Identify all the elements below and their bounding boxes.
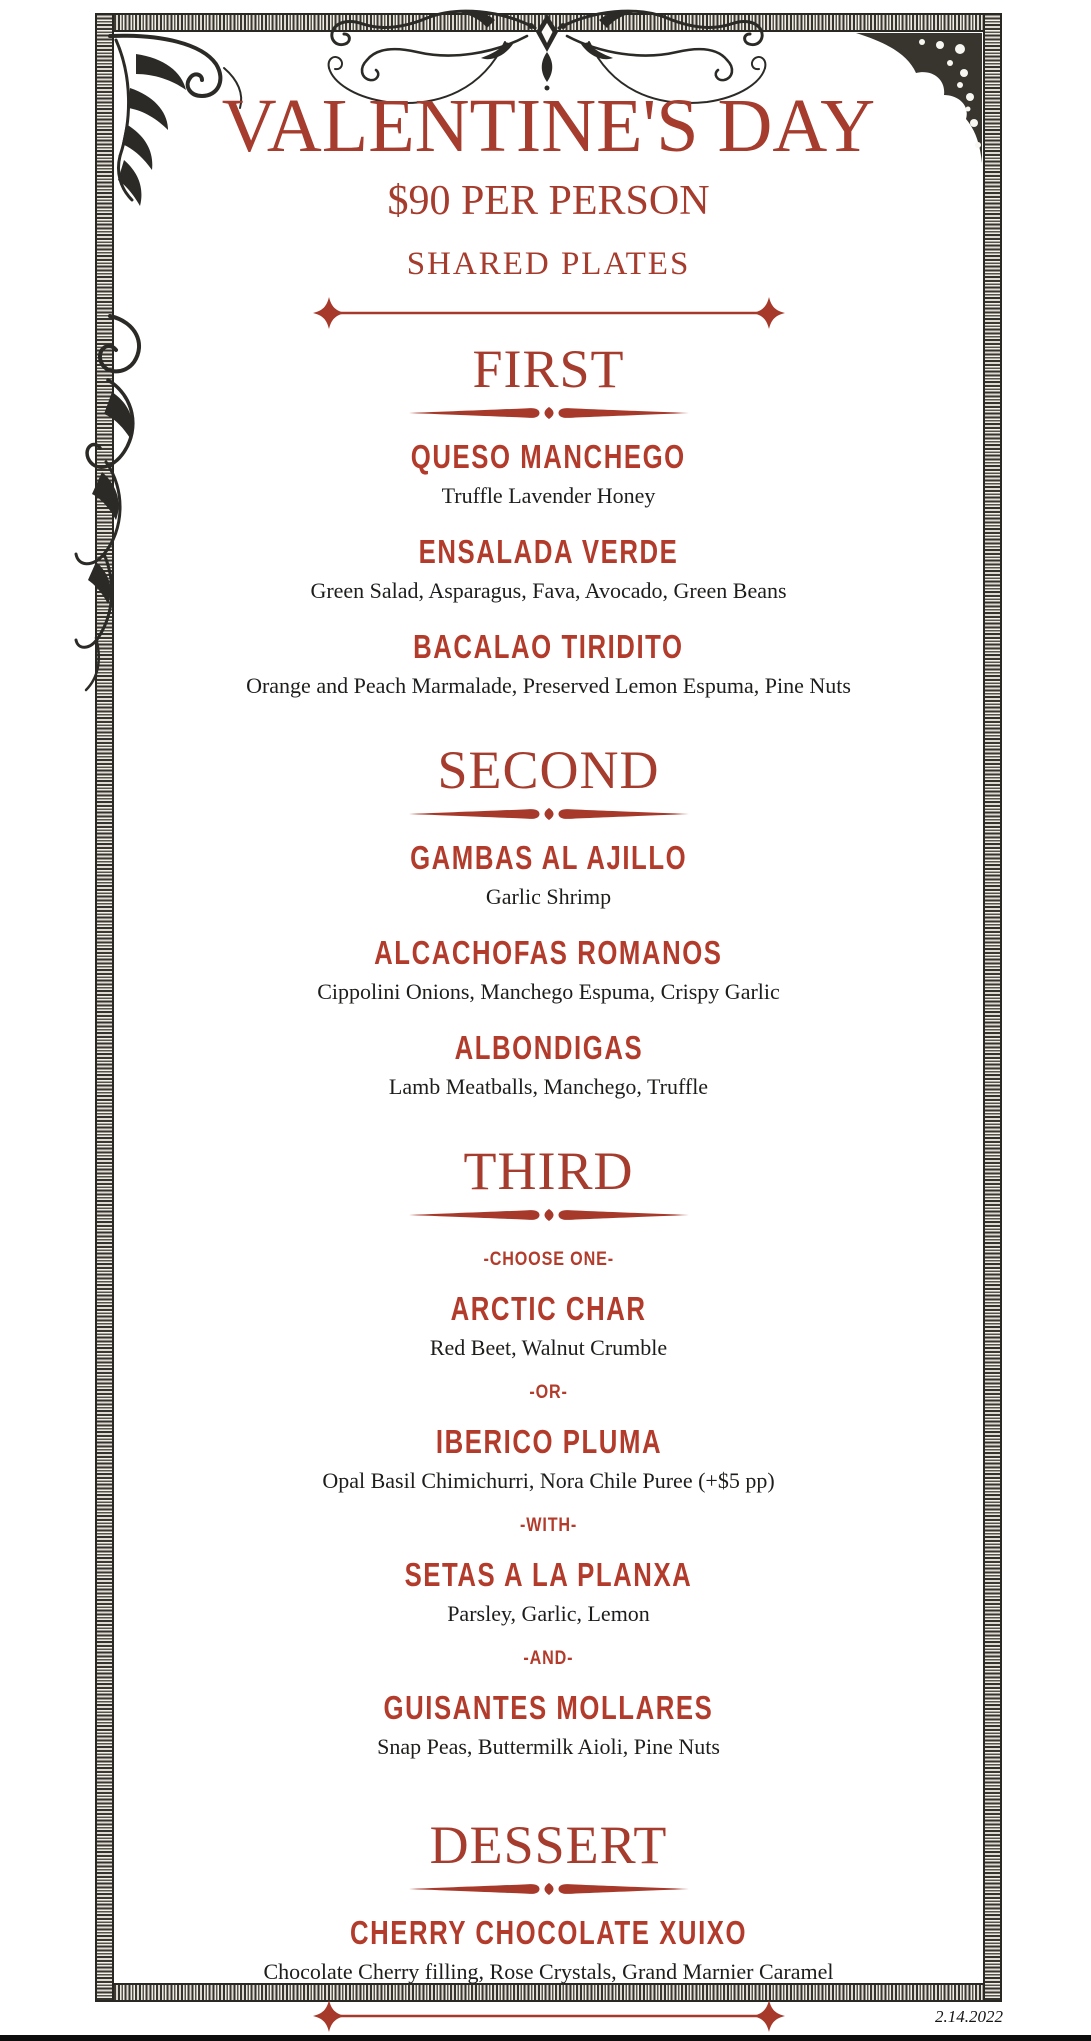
menu-section-first — [95, 339, 1002, 699]
spear-divider — [95, 805, 1002, 823]
dish-name-label: GAMBAS AL AJILLO — [409, 838, 688, 876]
section-heading: FIRST — [472, 339, 625, 399]
dish-name — [95, 627, 1002, 670]
dish-description: Opal Basil Chimichurri, Nora Chile Puree (+$5 pp) — [322, 1467, 775, 1493]
course-connector-label: -OR- — [529, 1381, 568, 1403]
dish-name — [95, 440, 1002, 480]
spear-divider — [95, 1206, 1002, 1224]
course-connector-label: -AND- — [523, 1647, 574, 1669]
dish-name-label: ALCACHOFAS ROMANOS — [374, 933, 723, 971]
section-heading: DESSERT — [429, 1814, 668, 1875]
menu-title: VALENTINE'S DAY — [221, 84, 876, 168]
dish-description: Cippolini Onions, Manchego Espuma, Crispy Garlic — [317, 978, 780, 1004]
section-heading: THIRD — [463, 1140, 634, 1201]
course-connector — [95, 1649, 1002, 1669]
dish-name-label: QUESO MANCHEGO — [411, 438, 686, 475]
dish-name-label: IBERICO PLUMA — [435, 1422, 662, 1460]
menu-price: $90 PER PERSON — [387, 178, 710, 224]
course-connector — [95, 1250, 1002, 1270]
menu-date: 2.14.2022 — [935, 2007, 1003, 2026]
menu-section-second — [95, 739, 1002, 1100]
dish-name — [95, 1028, 1002, 1071]
menu-subtitle: SHARED PLATES — [406, 246, 691, 282]
course-connector-label: -WITH- — [519, 1514, 578, 1536]
dish-name-label: ENSALADA VERDE — [418, 532, 679, 570]
dish-name-label: CHERRY CHOCOLATE XUIXO — [349, 1913, 748, 1951]
dish-description: Garlic Shrimp — [485, 883, 612, 909]
dish-name — [95, 1289, 1002, 1332]
dish-name — [95, 1688, 1002, 1731]
dish-description: Parsley, Garlic, Lemon — [447, 1600, 650, 1626]
dish-name — [95, 1422, 1002, 1465]
dish-name-label: ALBONDIGAS — [454, 1028, 643, 1066]
dish-name-label: BACALAO TIRIDITO — [413, 627, 684, 665]
diamond-line-divider — [95, 1984, 1002, 2039]
dish-name — [95, 1913, 1002, 1956]
menu-section-third — [95, 1140, 1002, 1760]
dish-description: Lamb Meatballs, Manchego, Truffle — [388, 1073, 709, 1099]
bottom-edge-bar — [0, 2035, 1091, 2041]
diamond-line-divider — [95, 281, 1002, 336]
spear-divider — [95, 1880, 1002, 1898]
dish-description: Chocolate Cherry filling, Rose Crystals, Grand Marnier Caramel — [263, 1958, 834, 1984]
dish-name — [95, 1555, 1002, 1598]
dish-name-label: GUISANTES MOLLARES — [383, 1688, 714, 1726]
menu-header — [95, 0, 1002, 336]
menu-sections — [95, 339, 1002, 1984]
menu-section-dessert — [95, 1814, 1002, 1985]
dish-description: Snap Peas, Buttermilk Aioli, Pine Nuts — [377, 1733, 720, 1759]
dish-name — [95, 933, 1002, 976]
dish-name-label: ARCTIC CHAR — [450, 1289, 647, 1327]
spear-divider — [95, 404, 1002, 422]
dish-description: Truffle Lavender Honey — [441, 483, 656, 508]
dish-description: Orange and Peach Marmalade, Preserved Lemon Espuma, Pine Nuts — [246, 672, 851, 698]
dish-name — [95, 838, 1002, 881]
course-connector-label: -CHOOSE ONE- — [483, 1248, 614, 1270]
course-connector — [95, 1383, 1002, 1403]
menu-content — [95, 0, 1002, 2039]
dish-description: Red Beet, Walnut Crumble — [429, 1334, 668, 1360]
dish-name — [95, 532, 1002, 575]
course-connector — [95, 1516, 1002, 1536]
dish-name-label: SETAS A LA PLANXA — [404, 1555, 693, 1593]
section-heading: SECOND — [437, 739, 660, 800]
dish-description: Green Salad, Asparagus, Fava, Avocado, Green Beans — [310, 577, 787, 603]
